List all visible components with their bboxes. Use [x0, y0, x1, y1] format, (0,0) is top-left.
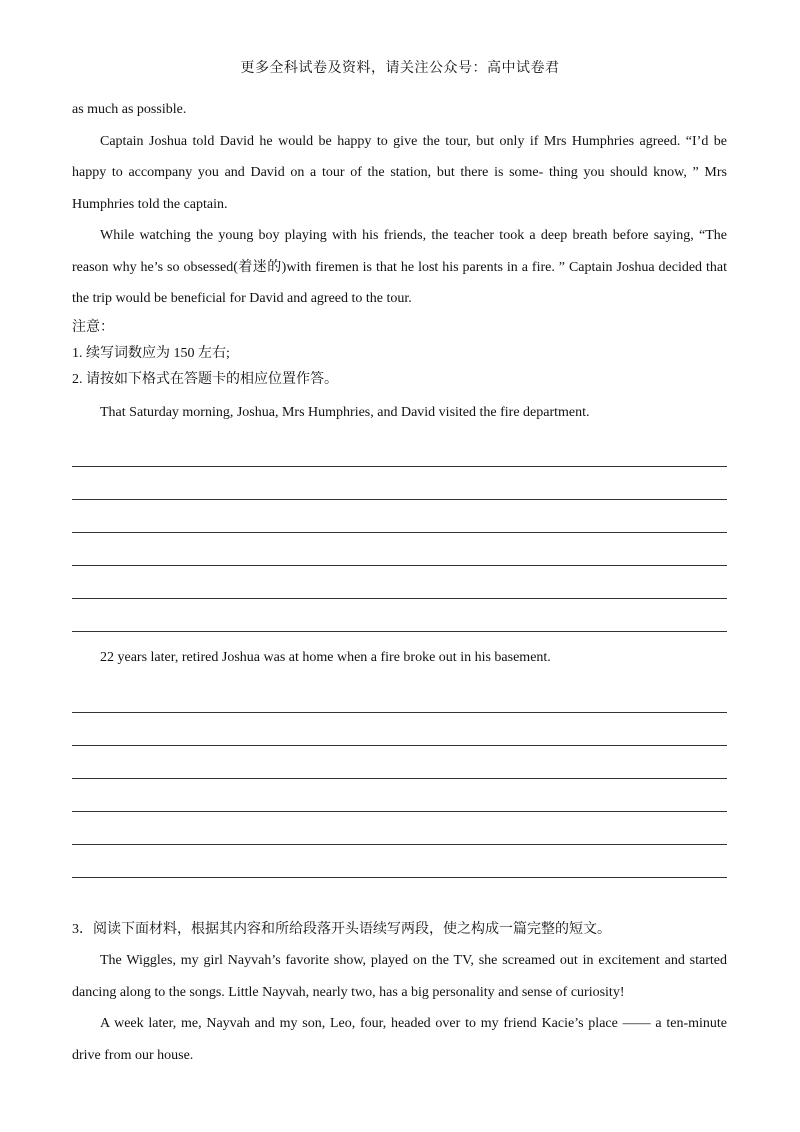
- answer-line[interactable]: [72, 533, 727, 566]
- passage-paragraph: Captain Joshua told David he would be happy to give the tour, but only if Mrs Humphries agreed. “I’d be happy to accompany you and David on a tour of the station, but there is some- thing you should know, ” Mrs Humphries told the captain.: [72, 133, 727, 212]
- answer-line[interactable]: [72, 500, 727, 533]
- notes-title: 注意：: [72, 319, 114, 335]
- document-body: [72, 94, 727, 1071]
- answer-line[interactable]: [72, 713, 727, 746]
- answer-line[interactable]: [72, 746, 727, 779]
- note-item: 2. 请按如下格式在答题卡的相应位置作答。: [72, 371, 338, 387]
- page-header: 更多全科试卷及资料，请关注公众号：高中试卷君: [240, 61, 560, 76]
- passage-paragraph: as much as possible.: [72, 102, 187, 117]
- answer-line[interactable]: [72, 599, 727, 632]
- note-item: 1. 续写词数应为 150 左右;: [72, 345, 230, 361]
- answer-line[interactable]: [72, 779, 727, 812]
- answer-line[interactable]: [72, 467, 727, 500]
- continuation-prompt-1: That Saturday morning, Joshua, Mrs Humphries, and David visited the fire department.: [100, 404, 590, 420]
- answer-line[interactable]: [72, 812, 727, 845]
- answer-line[interactable]: [72, 434, 727, 467]
- passage-paragraph: While watching the young boy playing with his friends, the teacher took a deep breath before saying, “The reason why he’s so obsessed(着迷的)with firemen is that he lost his parents in a fire. ” Captain Joshua decided that the trip would be beneficial for David and agreed to the tour.: [72, 228, 727, 306]
- answer-lines-1: [72, 434, 727, 632]
- question-3-instruction: 3．阅读下面材料，根据其内容和所给段落开头语续写两段，使之构成一篇完整的短文。: [72, 921, 611, 937]
- continuation-prompt-2: 22 years later, retired Joshua was at home when a fire broke out in his basement.: [100, 650, 551, 665]
- question-3-paragraph: The Wiggles, my girl Nayvah’s favorite show, played on the TV, she screamed out in excitement and started dancing along to the songs. Little Nayvah, nearly two, has a big personality and sense of curiosity!: [72, 953, 727, 1000]
- answer-lines-2: [72, 680, 727, 878]
- answer-line[interactable]: [72, 680, 727, 713]
- answer-line[interactable]: [72, 845, 727, 878]
- question-3-paragraph: A week later, me, Nayvah and my son, Leo, four, headed over to my friend Kacie’s place —— a ten-minute drive from our house.: [72, 1016, 727, 1063]
- answer-line[interactable]: [72, 566, 727, 599]
